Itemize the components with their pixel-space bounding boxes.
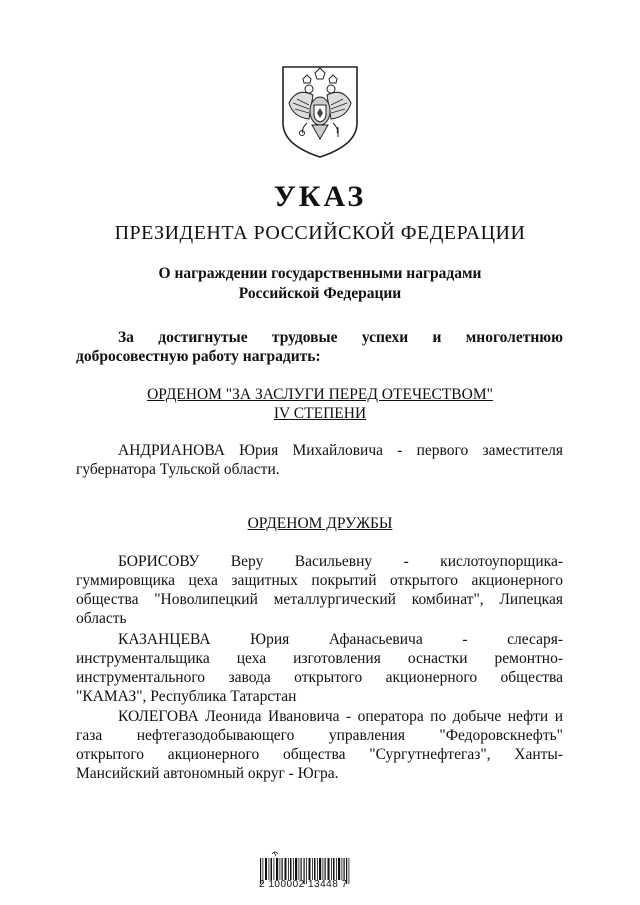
- subject-line-2: Российской Федерации: [238, 285, 402, 302]
- award-entry-kolegov: [76, 707, 563, 783]
- entry-line: газа нефтегазодобывающего управления "Федоровскнефть": [76, 727, 563, 744]
- entry-line: АНДРИАНОВА Юрия Михайловича - первого заместителя: [118, 442, 563, 459]
- entry-line: Мансийский автономный округ - Югра.: [76, 765, 339, 782]
- entry-line: губернатора Тульской области.: [76, 461, 280, 478]
- order-title-merit: [0, 385, 640, 423]
- barcode-number: 2 100002 13448 7: [259, 879, 348, 890]
- entry-line: инструментальщика цеха изготовления оснастки ремонтно-: [76, 650, 563, 667]
- entry-line: БОРИСОВУ Веру Васильевну - кислотоупорщика-: [118, 553, 563, 570]
- preamble-line-1: За достигнутые трудовые успехи и многолетнюю: [118, 329, 563, 346]
- award-entry-kazantsev: [76, 630, 563, 706]
- order-title-friendship: [0, 514, 640, 533]
- document-subject: [0, 264, 640, 304]
- entry-line: инструментального завода открытого акционерного общества: [76, 669, 563, 686]
- preamble-line-2: добросовестную работу наградить:: [76, 348, 321, 365]
- order-title-friendship-text: ОРДЕНОМ ДРУЖБЫ: [247, 515, 393, 532]
- entry-line: "КАМАЗ", Республика Татарстан: [76, 688, 297, 705]
- entry-line: гуммировщика цеха защитных покрытий открытого акционерного: [76, 572, 563, 589]
- entry-line: область: [76, 610, 127, 627]
- preamble: [76, 328, 563, 366]
- entry-line: открытого акционерного общества "Сургутнефтегаз", Ханты-: [76, 746, 563, 763]
- entry-line: общества "Новолипецкий металлургический комбинат", Липецкая: [76, 591, 563, 608]
- order-title-merit-line-1: ОРДЕНОМ "ЗА ЗАСЛУГИ ПЕРЕД ОТЕЧЕСТВОМ": [147, 386, 493, 403]
- state-emblem-icon: [279, 63, 361, 159]
- issuer-title: ПРЕЗИДЕНТА РОССИЙСКОЙ ФЕДЕРАЦИИ: [114, 222, 526, 244]
- award-entry-andrianov: [76, 441, 563, 479]
- document-type-title: УКАЗ: [273, 180, 367, 213]
- entry-line: КОЛЕГОВА Леонида Ивановича - оператора по добыче нефти и: [118, 708, 563, 725]
- entry-line: КАЗАНЦЕВА Юрия Афанасьевича - слесаря-: [118, 631, 563, 648]
- order-title-merit-line-2: IV СТЕПЕНИ: [273, 405, 367, 422]
- subject-line-1: О награждении государственными наградами: [158, 265, 482, 282]
- award-entry-borisova: [76, 552, 563, 628]
